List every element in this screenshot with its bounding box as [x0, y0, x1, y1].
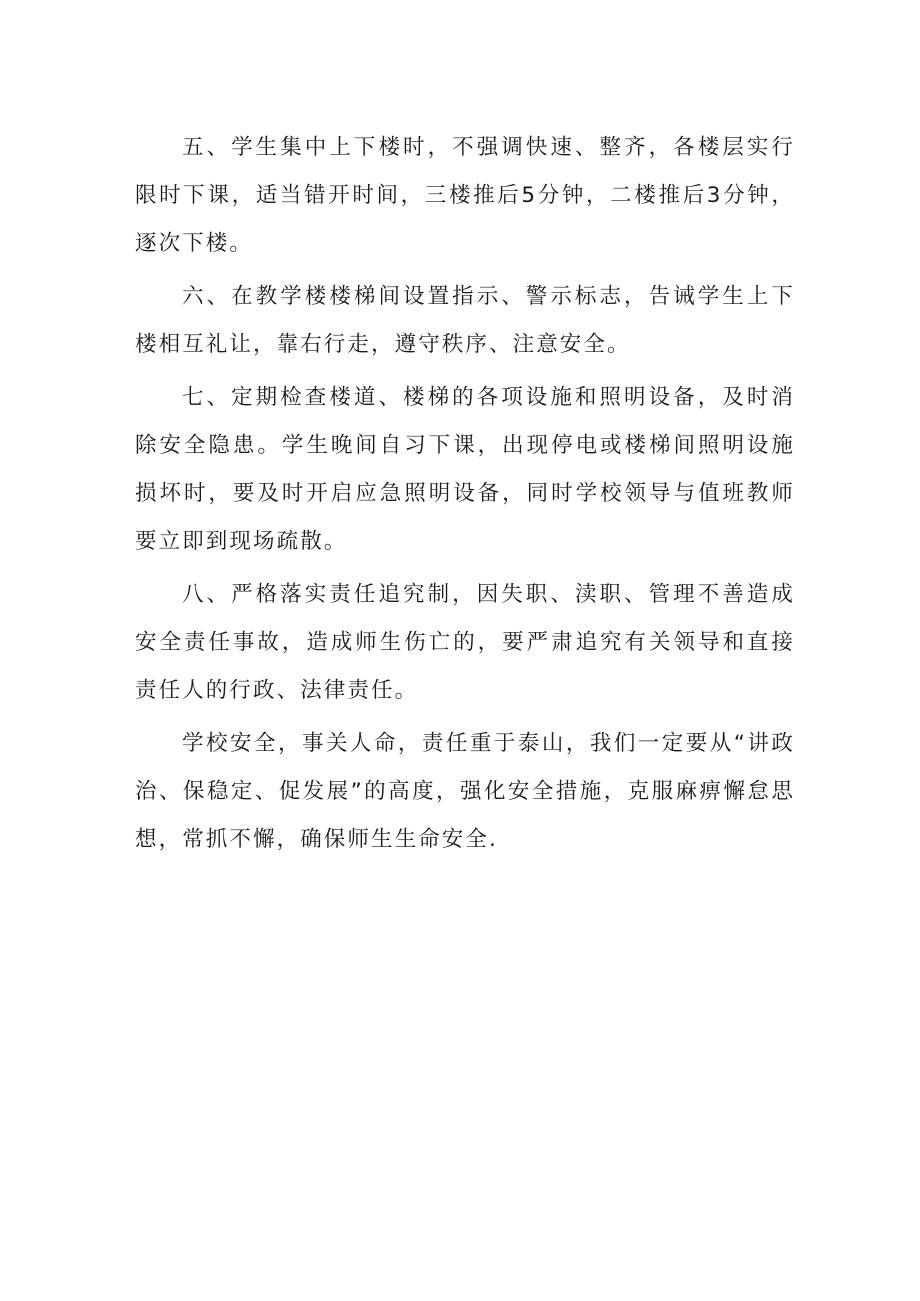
paragraph-item-7: 七、定期检查楼道、楼梯的各项设施和照明设备，及时消除安全隐患。学生晚间自习下课，出现停电或楼梯间照明设施损坏时，要及时开启应急照明设备，同时学校领导与值班教师要立即到现场疏散。	[135, 385, 795, 554]
paragraph-item-8: 八、严格落实责任追究制，因失职、渎职、管理不善造成安全责任事故，造成师生伤亡的，要严肃追究有关领导和直接责任人的行政、法律责任。	[135, 582, 795, 703]
paragraph-item-6: 六、在教学楼楼梯间设置指示、警示标志，告诫学生上下楼相互礼让，靠右行走，遵守秩序、注意安全。	[135, 284, 795, 357]
closing-paragraph: 学校安全，事关人命，责任重于泰山，我们一定要从“讲政治、保稳定、促发展”的高度，强化安全措施，克服麻痹懈怠思想，常抓不懈，确保师生生命安全.	[135, 731, 795, 852]
document-body	[135, 124, 795, 869]
paragraph-item-5: 五、学生集中上下楼时，不强调快速、整齐，各楼层实行限时下课，适当错开时间，三楼推后5分钟，二楼推后3分钟，逐次下楼。	[135, 135, 795, 256]
